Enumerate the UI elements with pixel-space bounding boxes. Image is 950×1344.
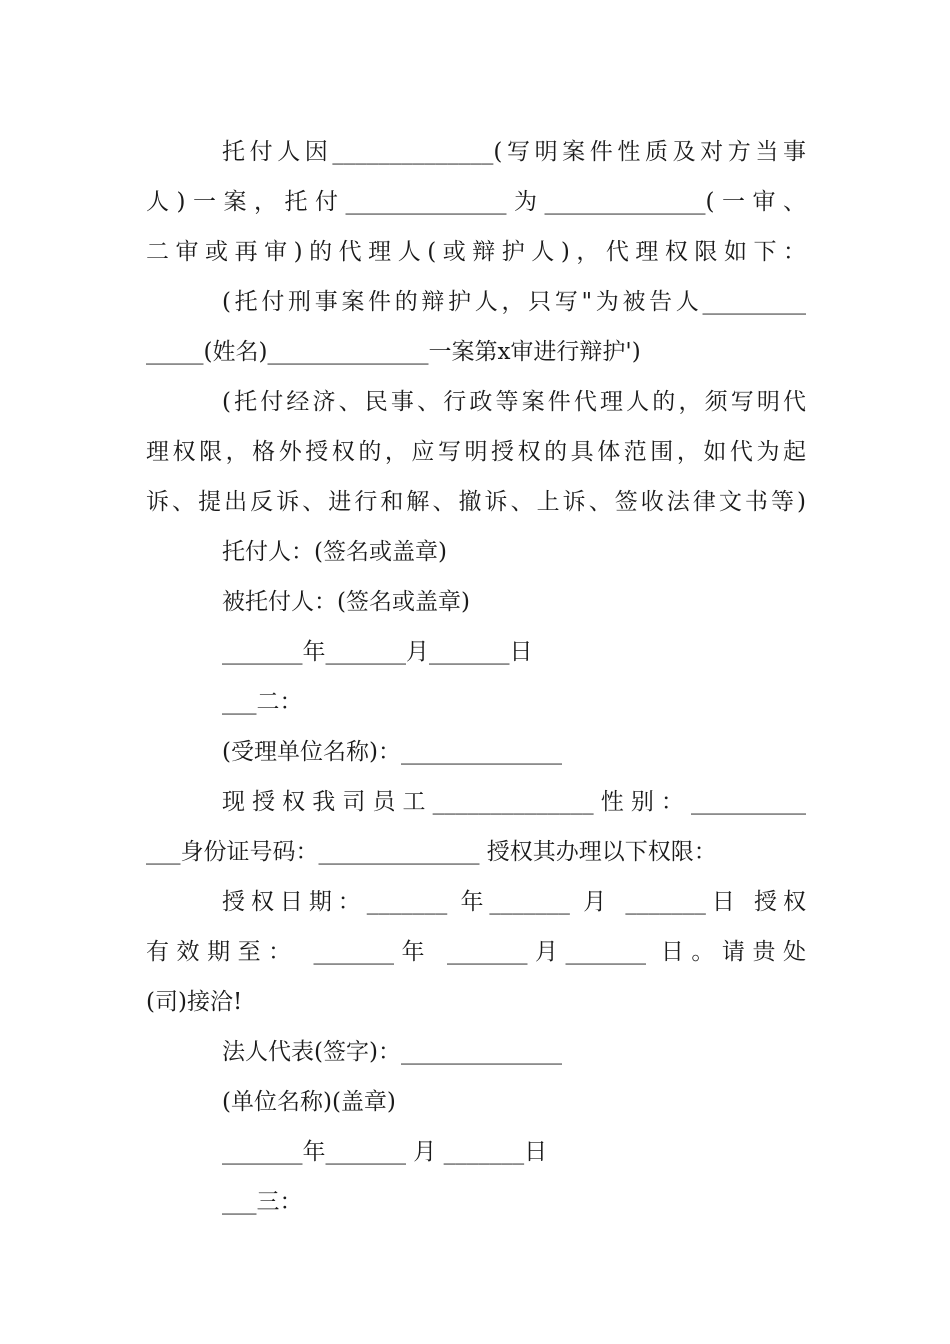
authorization-date-line-2: 有效期至： _______年 _______月_______ 日。请贵处 [146, 939, 806, 965]
legal-representative-line: 法人代表(签字)：______________ [222, 1039, 562, 1065]
authorization-line-2: ___身份证号码：______________ 授权其办理以下权限： [146, 839, 717, 865]
date-line-2: _______年_______ 月 _______日 [222, 1139, 548, 1165]
paragraph-3-line-1: (托付经济、民事、行政等案件代理人的，须写明代 [222, 389, 806, 415]
principal-signature-line: 托付人：(签名或盖章) [222, 539, 447, 565]
authorization-date-line-3: (司)接洽! [146, 989, 243, 1015]
paragraph-1-line-3: 二审或再审)的代理人(或辩护人)，代理权限如下： [146, 239, 806, 265]
paragraph-1-line-2: 人)一案，托付______________为______________(一审、 [146, 189, 806, 215]
paragraph-2-line-1: (托付刑事案件的辩护人，只写"为被告人_________ [222, 289, 806, 315]
authorization-line-1: 现授权我司员工______________性别：__________ [222, 789, 806, 815]
paragraph-1-line-1: 托付人因______________(写明案件性质及对方当事 [222, 139, 806, 165]
date-line-1: _______年_______月_______日 [222, 639, 533, 665]
paragraph-2-line-2: _____(姓名)______________一案第x审进行辩护') [146, 339, 641, 365]
authorization-date-line-1: 授权日期：_______ 年_______ 月 _______日 授权 [222, 889, 806, 915]
recipient-unit-line: (受理单位名称)：______________ [222, 739, 562, 765]
paragraph-3-line-2: 理权限，格外授权的，应写明授权的具体范围，如代为起 [146, 439, 806, 465]
unit-seal-line: (单位名称)(盖章) [222, 1089, 396, 1115]
paragraph-3-line-3: 诉、提出反诉、进行和解、撤诉、上诉、签收法律文书等) [146, 489, 806, 515]
agent-signature-line: 被托付人：(签名或盖章) [222, 589, 470, 615]
section-2-heading: ___二： [222, 689, 303, 715]
section-3-heading: ___三： [222, 1189, 303, 1215]
